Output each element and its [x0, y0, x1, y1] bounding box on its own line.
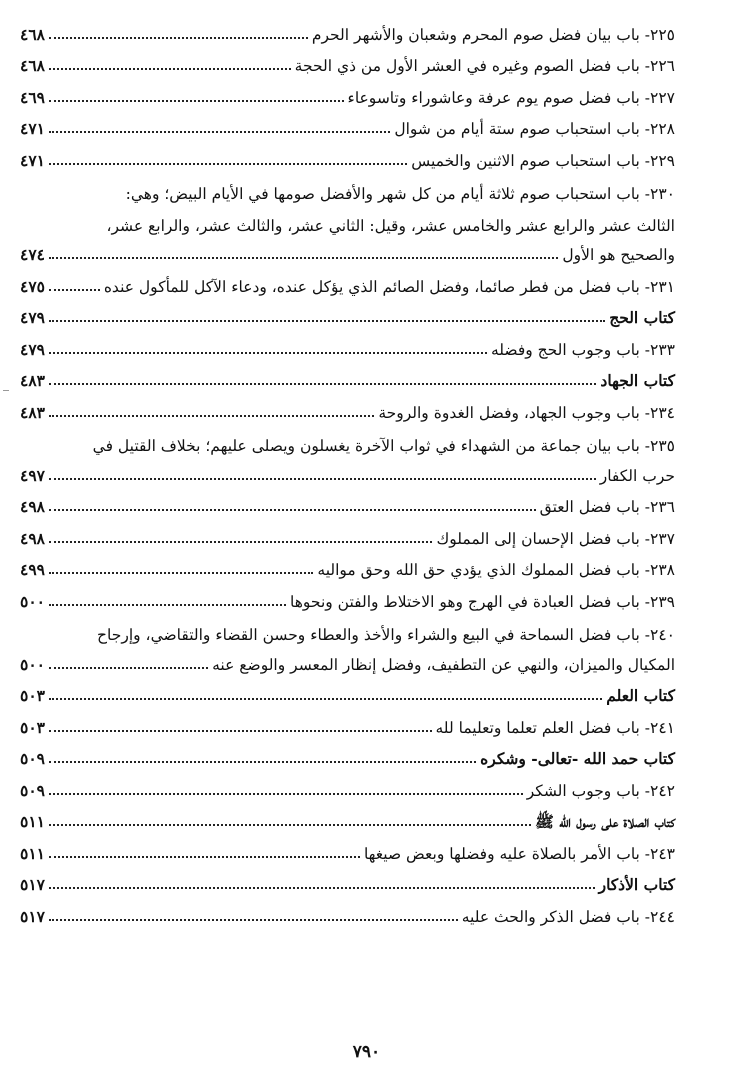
toc-entry-text: المكيال والميزان، والنهي عن التطفيف، وفضل إنظار المعسر والوضع عنه — [212, 655, 675, 674]
dot-leader — [49, 257, 558, 259]
toc-entry-text: ٢٣٩- باب فضل العبادة في الهرج وهو الاختلاط والفتن ونحوها — [290, 592, 675, 611]
toc-page-number: ٤٧٥ — [20, 276, 45, 296]
toc-entry[interactable] — [20, 14, 675, 46]
toc-page-number: ٤٨٣ — [20, 402, 45, 422]
toc-entry[interactable] — [20, 77, 675, 109]
dot-leader — [49, 887, 595, 889]
toc-entry-text: ٢٤٤- باب فضل الذكر والحث عليه — [461, 907, 675, 926]
toc-entry[interactable] — [20, 518, 675, 550]
dot-leader — [49, 572, 313, 574]
dot-leader — [49, 100, 344, 102]
toc-entry-text: ٢٣٠- باب استحباب صوم ثلاثة أيام من كل شهر والأفضل صومها في الأيام البيض؛ وهي: — [125, 185, 675, 203]
toc-entry-continuation-line — [20, 424, 675, 456]
toc-entry-text: ٢٢٥- باب بيان فضل صوم المحرم وشعبان والأشهر الحرم — [311, 25, 675, 44]
toc-entry-text: ٢٣٦- باب فضل العتق — [539, 498, 675, 516]
toc-entry-continuation-line — [20, 172, 675, 204]
table-of-contents — [20, 14, 675, 928]
dot-leader — [49, 698, 602, 700]
book-title: كتاب الجهاد — [600, 371, 675, 390]
toc-entry[interactable] — [20, 833, 675, 865]
toc-entry[interactable] — [20, 392, 675, 424]
toc-page-number: ٤٦٩ — [20, 87, 45, 107]
toc-page-number: ٥٠٠ — [20, 654, 45, 674]
toc-book-heading[interactable] — [20, 865, 675, 897]
toc-entry[interactable] — [20, 644, 675, 676]
toc-entry-text: الثالث عشر والرابع عشر والخامس عشر، وقيل: الثاني عشر، والثالث عشر، والرابع عشر، — [106, 216, 675, 235]
toc-entry[interactable] — [20, 487, 675, 519]
dot-leader — [49, 856, 360, 858]
toc-page-number: ٤٩٨ — [20, 528, 45, 548]
toc-entry-text: ٢٣٨- باب فضل المملوك الذي يؤدي حق الله وحق مواليه — [317, 561, 675, 579]
toc-page-number: ٥١٧ — [20, 906, 45, 926]
toc-entry-text: ٢٣٤- باب وجوب الجهاد، وفضل الغدوة والروحة — [378, 403, 675, 422]
toc-entry[interactable] — [20, 46, 675, 78]
toc-book-heading[interactable] — [20, 298, 675, 330]
toc-page-number: ٥٠٠ — [20, 591, 45, 611]
toc-entry-text: ٢٣٥- باب بيان جماعة من الشهداء في ثواب الآخرة يغسلون ويصلى عليهم؛ بخلاف القتيل في — [92, 437, 675, 455]
dot-leader — [49, 163, 407, 165]
toc-page-number: ٤٦٨ — [20, 24, 45, 44]
dot-leader — [49, 383, 596, 385]
toc-entry-text: ٢٢٦- باب فضل الصوم وغيره في العشر الأول من ذي الحجة — [294, 57, 675, 75]
toc-entry-text: ٢٢٩- باب استحباب صوم الاثنين والخميس — [411, 151, 675, 170]
dot-leader — [49, 761, 476, 763]
toc-page-number: ٥٠٣ — [20, 686, 45, 705]
toc-entry[interactable] — [20, 235, 675, 267]
dot-leader — [49, 509, 536, 511]
dot-leader — [49, 478, 596, 480]
toc-entry-text: حرب الكفار — [599, 466, 675, 485]
dot-leader — [49, 919, 458, 921]
toc-entry[interactable] — [20, 550, 675, 582]
toc-entry-text: ٢٤٣- باب الأمر بالصلاة عليه وفضلها وبعض صيغها — [363, 844, 675, 863]
toc-page-number: ٤٩٩ — [20, 560, 45, 579]
book-title: كتاب العلم — [606, 686, 675, 705]
dot-leader — [49, 37, 308, 39]
page-number: ٧٩٠ — [352, 1042, 381, 1062]
book-title: كتاب الصلاة على رسول الله ﷺ — [535, 812, 675, 831]
toc-entry-text: ٢٣٣- باب وجوب الحج وفضله — [490, 340, 675, 359]
dot-leader — [49, 289, 100, 291]
toc-entry[interactable] — [20, 770, 675, 802]
toc-page-number: ٥١٧ — [20, 875, 45, 894]
toc-entry-text: ٢٤٠- باب فضل السماحة في البيع والشراء والأخذ والعطاء وحسن القضاء والتقاضي، وإرجاح — [97, 626, 675, 644]
toc-entry-text: ٢٤١- باب فضل العلم تعلما وتعليما لله — [435, 718, 675, 737]
book-title: كتاب الحج — [609, 308, 675, 327]
toc-page-number: ٥٠٩ — [20, 749, 45, 768]
toc-book-heading[interactable] — [20, 739, 675, 771]
dot-leader — [49, 68, 291, 70]
dot-leader — [49, 667, 208, 669]
toc-entry[interactable] — [20, 455, 675, 487]
toc-entry[interactable] — [20, 581, 675, 613]
dot-leader — [49, 320, 605, 322]
toc-page-number: ٤٩٧ — [20, 465, 45, 485]
toc-entry-continuation-line — [20, 613, 675, 645]
toc-page-number: ٤٩٨ — [20, 497, 45, 516]
toc-page-number: ٥١١ — [20, 812, 45, 831]
toc-entry-text: والصحيح هو الأول — [562, 246, 675, 264]
dot-leader — [49, 793, 523, 795]
toc-page-number: ٥١١ — [20, 843, 45, 863]
book-title: كتاب الأذكار — [598, 875, 675, 894]
dot-leader — [49, 824, 531, 826]
toc-page-number: ٥٠٩ — [20, 780, 45, 800]
book-title: كتاب حمد الله -تعالى- وشكره — [480, 749, 675, 768]
toc-entry[interactable] — [20, 109, 675, 141]
toc-book-heading[interactable] — [20, 802, 675, 834]
dot-leader — [49, 131, 390, 133]
toc-entry[interactable] — [20, 896, 675, 928]
toc-entry-text: ٢٣٧- باب فضل الإحسان إلى المملوك — [436, 529, 675, 548]
dot-leader — [49, 541, 432, 543]
dot-leader — [49, 604, 286, 606]
toc-entry[interactable] — [20, 266, 675, 298]
margin-mark — [3, 386, 9, 391]
toc-page-number: ٤٧٤ — [20, 245, 45, 264]
toc-book-heading[interactable] — [20, 361, 675, 393]
toc-entry[interactable] — [20, 140, 675, 172]
toc-entry-text: ٢٢٧- باب فضل صوم يوم عرفة وعاشوراء وتاسوعاء — [347, 88, 675, 107]
toc-page-number: ٤٨٣ — [20, 371, 45, 390]
toc-entry[interactable] — [20, 329, 675, 361]
dot-leader — [49, 415, 374, 417]
toc-page-number: ٤٧٩ — [20, 339, 45, 359]
toc-entry-text: ٢٣١- باب فضل من فطر صائما، وفضل الصائم الذي يؤكل عنده، ودعاء الآكل للمأكول عنده — [103, 277, 675, 296]
toc-entry-text: ٢٤٢- باب وجوب الشكر — [526, 781, 675, 800]
toc-page-number: ٤٧٩ — [20, 308, 45, 327]
toc-page-number: ٤٧١ — [20, 119, 45, 138]
dot-leader — [49, 352, 487, 354]
toc-entry[interactable] — [20, 707, 675, 739]
toc-page-number: ٥٠٣ — [20, 717, 45, 737]
toc-entry-text: ٢٢٨- باب استحباب صوم ستة أيام من شوال — [394, 120, 675, 138]
toc-page-number: ٤٧١ — [20, 150, 45, 170]
dot-leader — [49, 730, 432, 732]
toc-entry-continuation-line — [20, 203, 675, 235]
toc-page-number: ٤٦٨ — [20, 56, 45, 75]
toc-book-heading[interactable] — [20, 676, 675, 708]
